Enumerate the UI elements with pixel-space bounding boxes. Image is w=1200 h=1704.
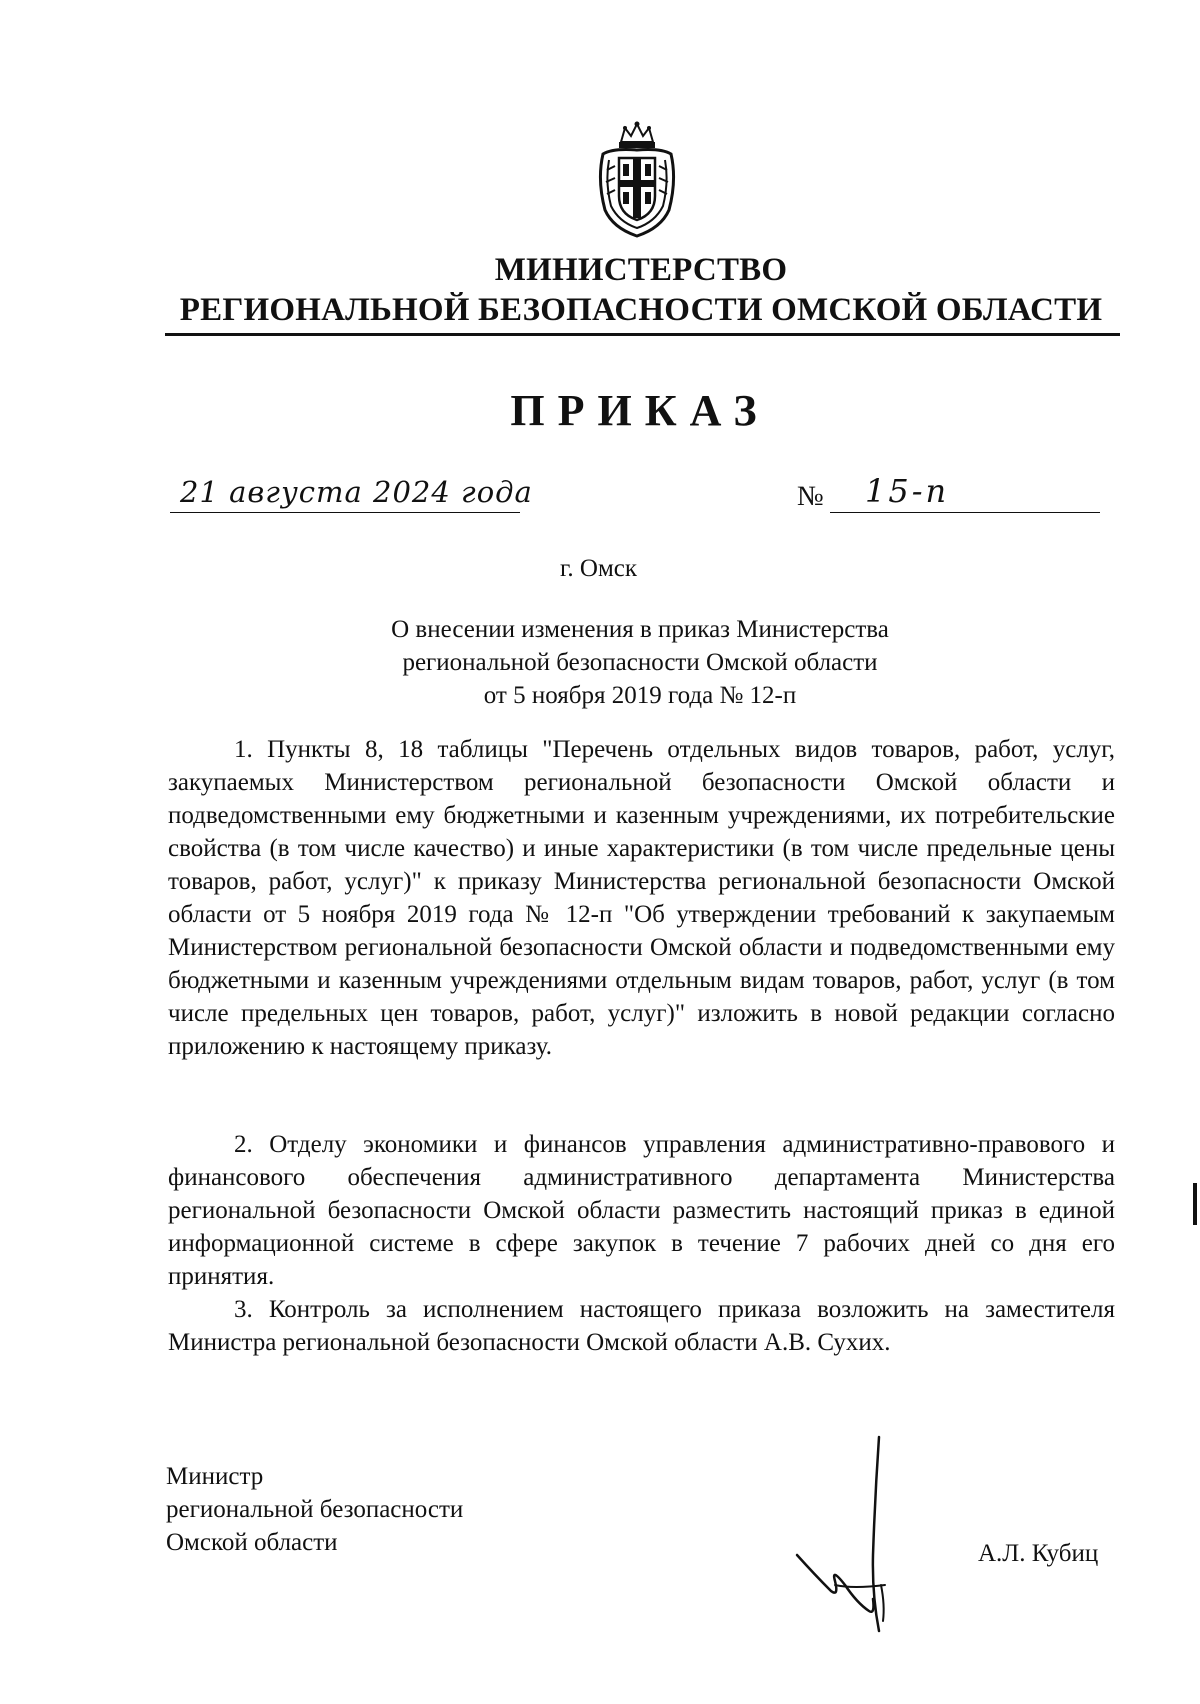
body-paragraph-1: 1. Пункты 8, 18 таблицы "Перечень отдельных видов товаров, работ, услуг, закупаемых Министерством региональной безопасности Омской области и подведомственными ему бюджетными и казенным учреждениями, их потребительские свойства (в том числе качество) и иные характеристики (в том числе предельные цены товаров, работ, услуг)" к приказу Министерства региональной безопасности Омской области от 5 ноября 2019 года № 12-п "Об утверждении требований к закупаемым Министерством региональной безопасности Омской области и подведомственными ему бюджетными и казенным учреждениями отдельным видам товаров, работ, услуг (в том числе предельных цен товаров, работ, услуг)" изложить в новой редакции согласно приложению к настоящему приказу. <box>168 736 1115 1060</box>
ministry-name-line2: РЕГИОНАЛЬНОЙ БЕЗОПАСНОСТИ ОМСКОЙ ОБЛАСТИ <box>179 292 1103 328</box>
number-sign: № <box>797 481 824 512</box>
date-underline <box>170 512 520 513</box>
signatory-name: А.Л. Кубиц <box>978 1540 1099 1567</box>
number-underline <box>830 512 1100 513</box>
document-number: 15-п <box>865 472 950 510</box>
ministry-name-line1: МИНИСТЕРСТВО <box>494 252 788 288</box>
position-line: региональной безопасности <box>166 1496 464 1523</box>
city: г. Омск <box>560 555 638 582</box>
position-line: Омской области <box>166 1529 338 1556</box>
body-paragraph-2: 2. Отделу экономики и финансов управления административно-правового и финансового обеспечения административного департамента Министерства региональной безопасности Омской области разместить настоящий приказ в единой информационной системе в сфере закупок в течение 7 рабочих дней со дня его принятия. <box>168 1131 1115 1290</box>
scan-artifact <box>1193 1183 1197 1225</box>
body-paragraph-3: 3. Контроль за исполнением настоящего приказа возложить на заместителя Министра региональной безопасности Омской области А.В. Сухих. <box>168 1296 1115 1356</box>
signatory-position <box>166 1460 463 1559</box>
header-divider <box>165 333 1120 336</box>
document-subject <box>300 613 980 712</box>
handwritten-signature <box>795 1435 915 1635</box>
document-date: 21 августа 2024 года <box>180 475 533 509</box>
subject-line: от 5 ноября 2019 года № 12-п <box>483 682 797 709</box>
subject-line: О внесении изменения в приказ Министерства <box>391 616 889 643</box>
document-type: ПРИКАЗ <box>510 386 770 435</box>
coat-of-arms-icon <box>591 120 683 238</box>
position-line: Министр <box>166 1463 264 1490</box>
subject-line: региональной безопасности Омской области <box>402 649 878 676</box>
